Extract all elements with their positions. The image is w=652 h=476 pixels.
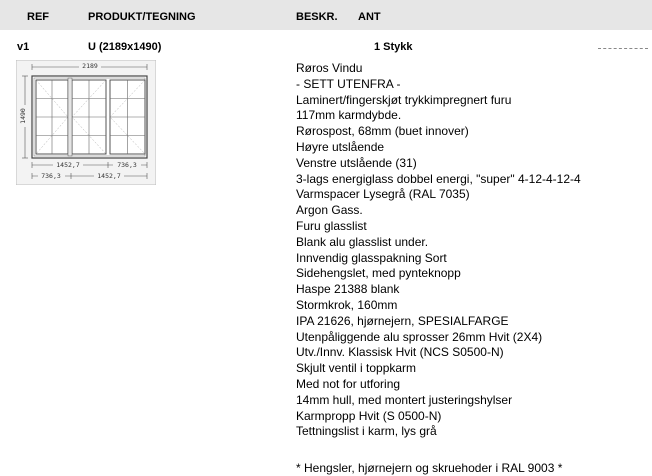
description-line: Røros Vindu [296, 61, 363, 75]
item-quantity: 1 Stykk [374, 41, 413, 53]
description-line: Sidehengslet, med pynteknopp [296, 266, 461, 281]
description-line: Stormkrok, 160mm [296, 297, 398, 312]
dim-row2-b: 1452,7 [97, 172, 121, 180]
footnote: * Hengsler, hjørnejern og skruehoder i RAL 9003 * [296, 461, 563, 475]
dim-row1-b: 736,3 [117, 161, 137, 169]
description-line: Skjult ventil i toppkarm [296, 361, 417, 376]
description-line: 3-lags energiglass dobbel energi, "super" 4-12-4-12-4 [296, 171, 581, 186]
item-product: U (2189x1490) [88, 41, 162, 53]
height-label: 1490 [19, 108, 27, 124]
mullion [68, 78, 72, 156]
description-line: IPA 21626, hjørnejern, SPESIALFARGE [296, 313, 509, 328]
description-line: 117mm karmdybde. [296, 108, 402, 123]
description-line: Tettningslist i karm, lys grå [296, 424, 437, 439]
description-line: Laminert/fingerskjøt trykkimpregnert furu [296, 92, 512, 107]
description-line: Blank alu glasslist under. [296, 234, 429, 249]
table-header [0, 0, 652, 30]
item-ref: v1 [17, 41, 30, 53]
dim-row2-a: 736,3 [41, 172, 61, 180]
header-product: PRODUKT/TEGNING [88, 11, 196, 23]
width-label: 2189 [82, 62, 98, 70]
description-line: Haspe 21388 blank [296, 282, 400, 297]
window-drawing [16, 60, 156, 185]
description-list [296, 61, 581, 440]
description-line: Innvendig glasspakning Sort [296, 250, 447, 265]
description-line: Furu glasslist [296, 218, 367, 233]
description-line: Utv./Innv. Klassisk Hvit (NCS S0500-N) [296, 345, 504, 360]
header-description: BESKR. [296, 11, 338, 23]
header-ref: REF [27, 11, 49, 23]
header-quantity: ANT [358, 11, 381, 23]
dim-row1-a: 1452,7 [56, 161, 80, 169]
sash-middle [72, 80, 106, 154]
description-line: Karmpropp Hvit (S 0500-N) [296, 408, 442, 423]
sash-left [36, 80, 68, 154]
description-line: Utenpåliggende alu sprosser 26mm Hvit (2X4) [296, 329, 543, 344]
description-line: Med not for utforing [296, 376, 401, 391]
description-line: Varmspacer Lysegrå (RAL 7035) [296, 187, 470, 202]
description-line: 14mm hull, med montert justeringshylser [296, 392, 513, 407]
description-line: Venstre utslående (31) [296, 155, 417, 170]
sash-right [110, 80, 145, 154]
description-line: Rørospost, 68mm (buet innover) [296, 124, 469, 139]
description-line: Argon Gass. [296, 203, 363, 218]
description-line: Høyre utslående [296, 139, 385, 154]
description-line: - SETT UTENFRA - [296, 76, 401, 91]
row-divider [598, 48, 648, 49]
